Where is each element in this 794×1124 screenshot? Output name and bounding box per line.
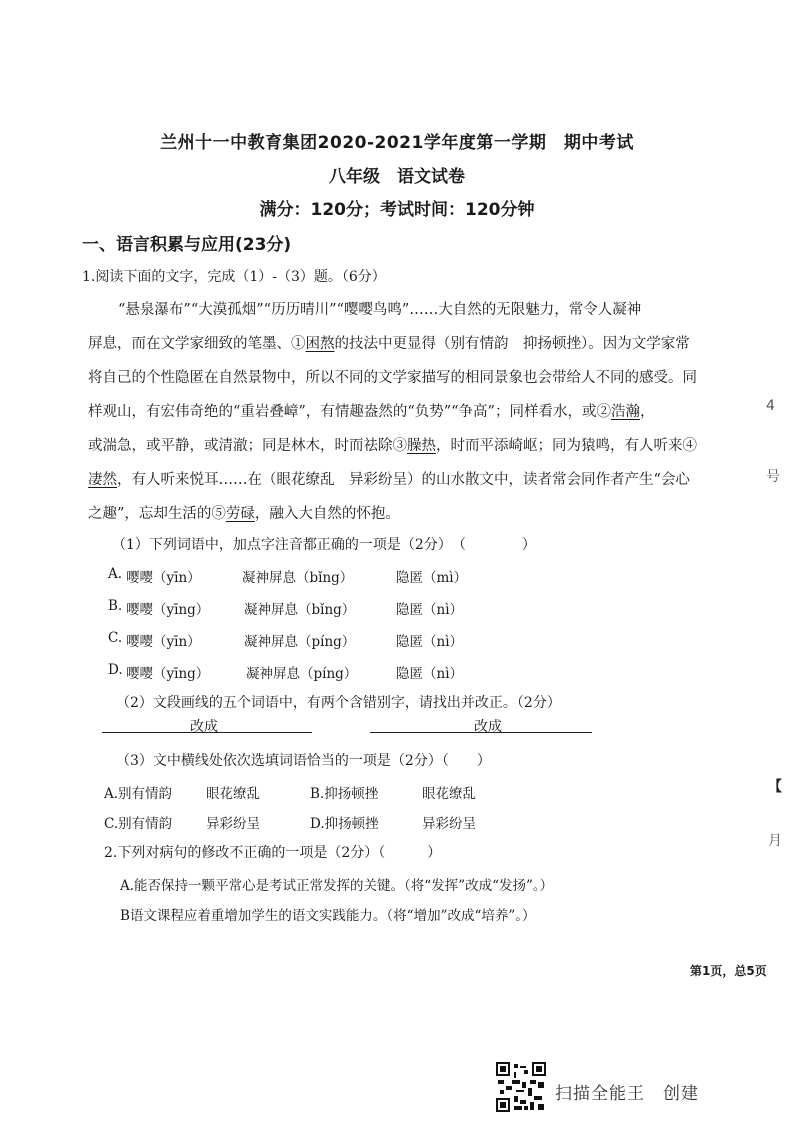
option-item: B.抑扬顿挫 [310,786,379,802]
exam-score-time: 满分：120分；考试时间：120分钟 [259,200,535,220]
passage-line-1: “悬泉瀑布”“大漠孤烟”“历历晴川”“嘤嘤鸟鸣”……大自然的无限魅力，常令人凝神 [118,302,642,318]
option-item: 隐匿（nì） [396,666,464,682]
option-item: D.抑扬顿挫 [310,816,379,832]
passage-line-6: 凄然，有人听来悦耳……在（眼花缭乱 异彩纷呈）的山水散文中，读者常会同作者产生“会心 [88,472,690,488]
scanner-watermark: 扫描全能王 创建 [555,1084,699,1104]
passage-line-2: 屏息，而在文学家细致的笔墨、①困熬的技法中更显得（别有情韵 抑扬顿挫）。因为文学家常 [88,336,690,352]
option-item: 凝神屏息（píng） [246,666,358,682]
option-item: 嘤嘤（yīng） [126,666,210,682]
q2-question: 2.下列对病句的修改不正确的一项是（2分）（ ） [104,845,442,861]
exam-title: 兰州十一中教育集团2020-2021学年度第一学期 期中考试 [160,133,634,153]
option-item: 隐匿（nì） [396,634,464,650]
qr-code-icon [496,1062,546,1112]
option-item: 眼花缭乱 [422,786,476,802]
option-item: 异彩纷呈 [422,816,476,832]
option-item: 隐匿（nì） [396,602,464,618]
option-item: 嘤嘤（yīn） [126,634,201,650]
margin-mark: 月 [768,833,782,849]
passage-line-7: 之趣”，忘却生活的⑤劳碌，融入大自然的怀抱。 [88,506,400,522]
q1-intro: 1.阅读下面的文字，完成（1）-（3）题。（6分） [82,269,386,285]
option-letter: B. [108,598,123,614]
option-letter: D. [108,662,123,678]
passage-line-4: 样观山，有宏伟奇绝的“重岩叠嶂”，有情趣盎然的“负势”“争高”；同样看水，或②浩瀚， [88,404,655,420]
option-item: 凝神屏息（bǐng） [242,570,354,586]
option-item: C.别有情韵 [104,816,173,832]
option-item: 凝神屏息（píng） [244,634,356,650]
margin-mark: 4 [766,398,775,414]
passage-line-5: 或湍急，或平静，或清澈；同是林木，时而祛除③臊热，时而平添崎岖；同为猿鸣，有人听来④ [88,438,697,454]
fix-label: 改成 [190,719,218,735]
passage-line-3: 将自己的个性隐匿在自然景物中，所以不同的文学家描写的相同景象也会带给人不同的感受。同 [88,370,697,386]
q1-sub3-question: （3）文中横线处依次选填词语恰当的一项是（2分）（ ） [116,753,491,769]
margin-mark: 号 [766,469,780,485]
page-number: 第1页，总5页 [690,964,767,978]
option-item: 嘤嘤（yīng） [126,602,210,618]
option-item: 隐匿（mì） [396,570,468,586]
option-letter: A. [108,566,123,582]
option-item: 异彩纷呈 [206,816,260,832]
section-heading: 一、语言积累与应用(23分) [82,235,292,255]
option-item: 凝神屏息（bǐng） [244,602,356,618]
option-item: 眼花缭乱 [206,786,260,802]
q1-sub1-question: （1）下列词语中，加点字注音都正确的一项是（2分） （ ） [112,537,536,553]
option-item: A.别有情韵 [104,786,173,802]
q1-sub2-question: （2）文段画线的五个词语中，有两个含错别字，请找出并改正。（2分） [116,695,561,711]
q2-option-b: B语文课程应着重增加学生的语文实践能力。（将“增加”改成“培养”。） [120,908,536,924]
q2-option-a: A.能否保持一颗平常心是考试正常发挥的关键。（将“发挥”改成“发扬”。） [120,878,554,894]
margin-mark: 【 [768,779,782,795]
option-letter: C. [108,630,123,646]
fix-label: 改成 [474,719,502,735]
option-item: 嘤嘤（yīn） [126,570,201,586]
exam-subtitle: 八年级 语文试卷 [329,167,465,187]
